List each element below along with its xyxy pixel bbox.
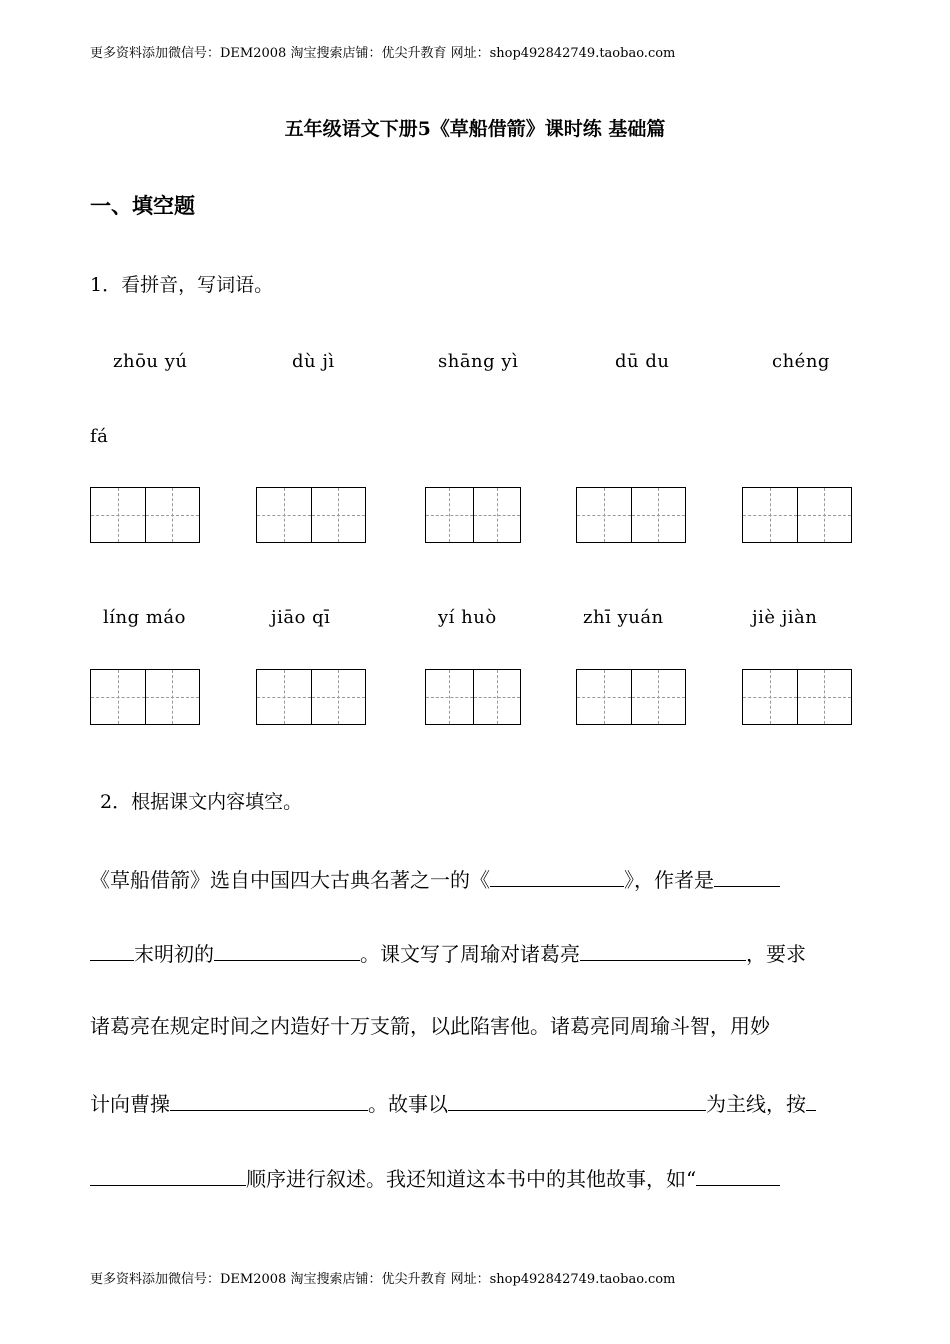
tianzige-box[interactable]: [425, 487, 521, 543]
page-title: 五年级语文下册5《草船借箭》课时练 基础篇: [284, 118, 666, 140]
section-heading: 一、填空题: [90, 193, 195, 218]
answer-blank[interactable]: [806, 1092, 816, 1111]
answer-blank[interactable]: [490, 868, 624, 887]
fill-line-2: [90, 942, 852, 964]
fill-line-1: [90, 868, 852, 890]
text-segment: 》，作者是: [624, 868, 714, 892]
pinyin-label: shāng yì: [438, 351, 519, 372]
tianzige-box[interactable]: [742, 669, 852, 725]
question-2-prompt: 2．根据课文内容填空。: [100, 791, 303, 813]
page-footer: 更多资料添加微信号：DEM2008 淘宝搜索店铺：优尖升教育 网址：shop492842749.taobao.com: [90, 1272, 676, 1287]
tianzige-box[interactable]: [90, 669, 200, 725]
tianzige-box[interactable]: [90, 487, 200, 543]
pinyin-label: dū du: [615, 351, 670, 372]
pinyin-label: yí huò: [438, 607, 497, 628]
text-segment: 计向曹操: [90, 1092, 170, 1116]
text-segment: 末明初的: [134, 942, 214, 966]
tianzige-box[interactable]: [576, 487, 686, 543]
answer-blank[interactable]: [90, 942, 134, 961]
tianzige-box[interactable]: [576, 669, 686, 725]
pinyin-label: dù jì: [292, 351, 335, 372]
fill-line-5: [90, 1167, 852, 1189]
pinyin-label: fá: [90, 426, 109, 447]
answer-blank[interactable]: [714, 868, 780, 887]
question-1-prompt: 1．看拼音，写词语。: [90, 274, 274, 296]
pinyin-label: jiè jiàn: [752, 607, 818, 628]
answer-blank[interactable]: [214, 942, 360, 961]
text-segment: 。故事以: [368, 1092, 448, 1116]
fill-line-3: [90, 1016, 852, 1036]
tianzige-box[interactable]: [256, 487, 366, 543]
page-header: 更多资料添加微信号：DEM2008 淘宝搜索店铺：优尖升教育 网址：shop492842749.taobao.com: [90, 46, 676, 61]
pinyin-label: zhōu yú: [113, 351, 188, 372]
text-segment: 顺序进行叙述。我还知道这本书中的其他故事，如“: [246, 1167, 697, 1191]
text-segment: 。课文写了周瑜对诸葛亮: [360, 942, 580, 966]
text-segment: 《草船借箭》选自中国四大古典名著之一的《: [90, 868, 490, 892]
tianzige-box[interactable]: [742, 487, 852, 543]
fill-line-4: [90, 1092, 852, 1114]
answer-blank[interactable]: [580, 942, 746, 961]
tianzige-box[interactable]: [256, 669, 366, 725]
text-segment: 诸葛亮在规定时间之内造好十万支箭，以此陷害他。诸葛亮同周瑜斗智，用妙: [90, 1014, 770, 1038]
text-segment: 为主线，按: [706, 1092, 806, 1116]
pinyin-label: chéng: [772, 351, 830, 372]
pinyin-label: jiāo qī: [271, 607, 331, 628]
answer-blank[interactable]: [448, 1092, 706, 1111]
answer-blank[interactable]: [90, 1167, 246, 1186]
answer-blank[interactable]: [696, 1167, 780, 1186]
answer-blank[interactable]: [170, 1092, 368, 1111]
pinyin-label: zhī yuán: [583, 607, 664, 628]
text-segment: ，要求: [746, 942, 806, 966]
tianzige-box[interactable]: [425, 669, 521, 725]
pinyin-label: líng máo: [103, 607, 186, 628]
